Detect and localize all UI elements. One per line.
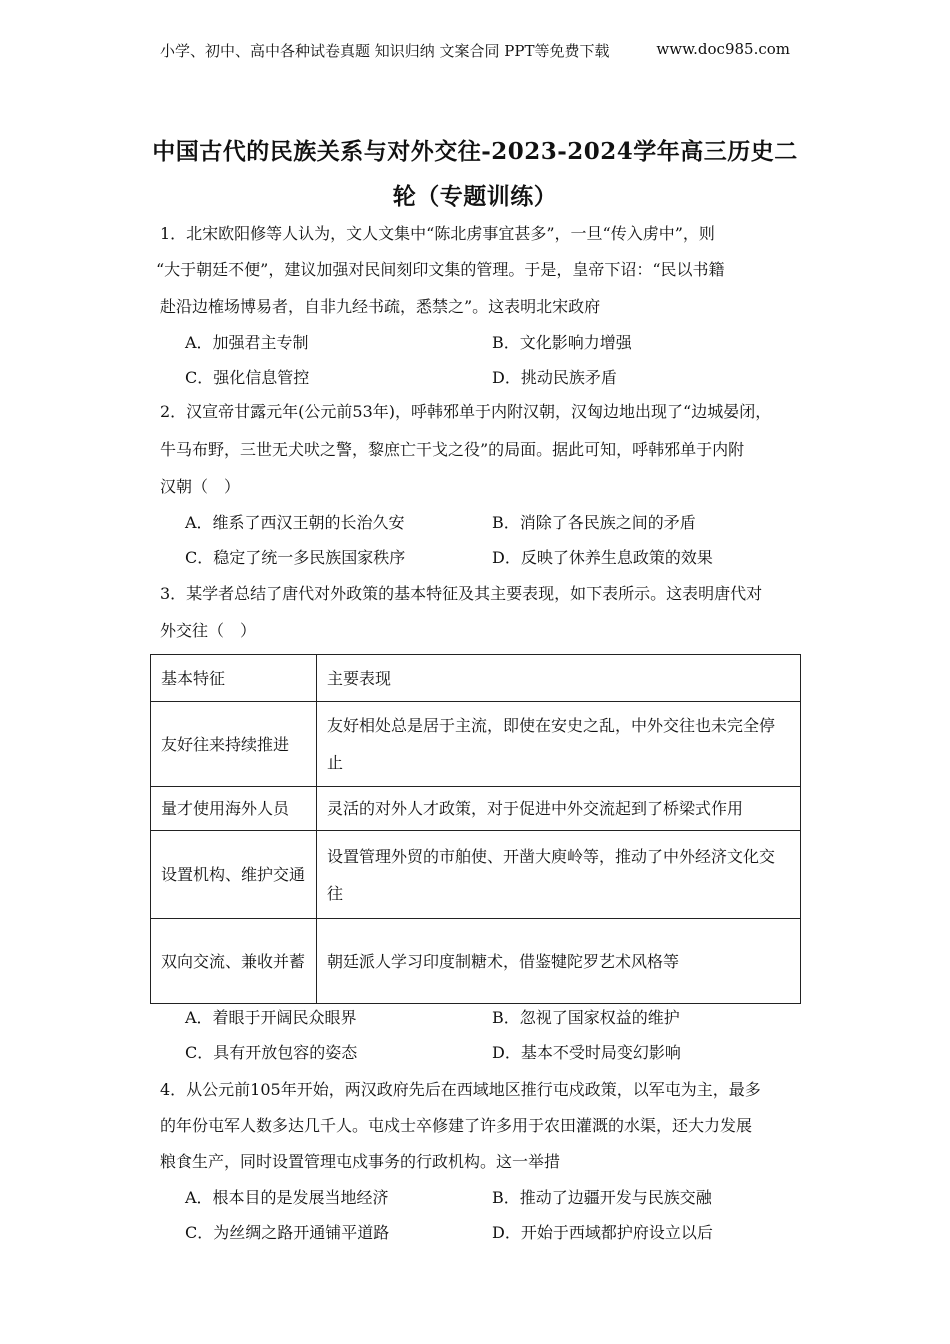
table-row xyxy=(151,831,801,919)
table-header: 主要表现 xyxy=(317,655,801,702)
question-4-text: 的年份屯军人数多达几千人。屯戍士卒修建了许多用于农田灌溉的水渠，还大力发展 xyxy=(160,1116,753,1135)
question-2-option-c: C．稳定了统一多民族国家秩序 xyxy=(185,548,406,567)
table-row xyxy=(151,702,801,787)
table-cell: 友好相处总是居于主流，即使在安史之乱，中外交往也未完全停止 xyxy=(317,702,801,787)
table-header: 基本特征 xyxy=(151,655,317,702)
table-header-row xyxy=(151,655,801,702)
question-2-text: 2．汉宣帝甘露元年(公元前53年)，呼韩邪单于内附汉朝，汉匈边地出现了“边城晏闭， xyxy=(160,402,772,421)
question-2-option-a: A．维系了西汉王朝的长治久安 xyxy=(185,513,405,532)
question-1-option-b: B．文化影响力增强 xyxy=(492,333,632,352)
table-cell: 量才使用海外人员 xyxy=(151,787,317,831)
question-1-text: “大于朝廷不便”，建议加强对民间刻印文集的管理。于是，皇帝下诏：“民以书籍 xyxy=(156,260,725,279)
question-1-option-a: A．加强君主专制 xyxy=(185,333,309,352)
question-2-option-b: B．消除了各民族之间的矛盾 xyxy=(492,513,696,532)
question-3-text: 外交往（ ） xyxy=(160,621,257,640)
question-4-option-a: A．根本目的是发展当地经济 xyxy=(185,1188,389,1207)
question-4-text: 粮食生产，同时设置管理屯戍事务的行政机构。这一举措 xyxy=(160,1152,561,1171)
table-row xyxy=(151,919,801,1004)
header-url: www.doc985.com xyxy=(656,40,790,58)
question-3-text: 3．某学者总结了唐代对外政策的基本特征及其主要表现，如下表所示。这表明唐代对 xyxy=(160,584,763,603)
question-3-option-d: D．基本不受时局变幻影响 xyxy=(492,1043,681,1062)
document-title-line1: 中国古代的民族关系与对外交往-2023-2024学年高三历史二 xyxy=(152,138,798,165)
header-text: 小学、初中、高中各种试卷真题 知识归纳 文案合同 PPT等免费下载 xyxy=(160,42,610,60)
page-header xyxy=(160,40,790,61)
table-cell: 灵活的对外人才政策，对于促进中外交流起到了桥梁式作用 xyxy=(317,787,801,831)
question-4-option-b: B．推动了边疆开发与民族交融 xyxy=(492,1188,712,1207)
question-4-option-c: C．为丝绸之路开通铺平道路 xyxy=(185,1223,390,1242)
table-cell: 友好往来持续推进 xyxy=(151,702,317,787)
question-2-option-d: D．反映了休养生息政策的效果 xyxy=(492,548,713,567)
question-3-option-a: A．着眼于开阔民众眼界 xyxy=(185,1008,357,1027)
tang-policy-table xyxy=(150,654,801,1004)
question-1-option-d: D．挑动民族矛盾 xyxy=(492,368,617,387)
table-row xyxy=(151,787,801,831)
question-3-option-c: C．具有开放包容的姿态 xyxy=(185,1043,358,1062)
table-cell: 双向交流、兼收并蓄 xyxy=(151,919,317,1004)
table-cell: 设置机构、维护交通 xyxy=(151,831,317,919)
question-1-text: 1．北宋欧阳修等人认为，文人文集中“陈北虏事宜甚多”，一旦“传入虏中”，则 xyxy=(160,224,715,243)
question-2-text: 汉朝（ ） xyxy=(160,477,241,496)
table-cell: 朝廷派人学习印度制糖术，借鉴犍陀罗艺术风格等 xyxy=(317,919,801,1004)
question-2-text: 牛马布野，三世无犬吠之警，黎庶亡干戈之役”的局面。据此可知，呼韩邪单于内附 xyxy=(160,440,745,459)
question-1-option-c: C．强化信息管控 xyxy=(185,368,310,387)
question-4-text: 4．从公元前105年开始，两汉政府先后在西域地区推行屯戍政策，以军屯为主，最多 xyxy=(160,1080,761,1099)
table-cell: 设置管理外贸的市舶使、开凿大庾岭等，推动了中外经济文化交往 xyxy=(317,831,801,919)
question-3-option-b: B．忽视了国家权益的维护 xyxy=(492,1008,680,1027)
document-title-line2: 轮（专题训练） xyxy=(392,183,558,210)
question-1-text: 赴沿边榷场博易者，自非九经书疏，悉禁之”。这表明北宋政府 xyxy=(160,297,601,316)
question-4-option-d: D．开始于西域都护府设立以后 xyxy=(492,1223,713,1242)
